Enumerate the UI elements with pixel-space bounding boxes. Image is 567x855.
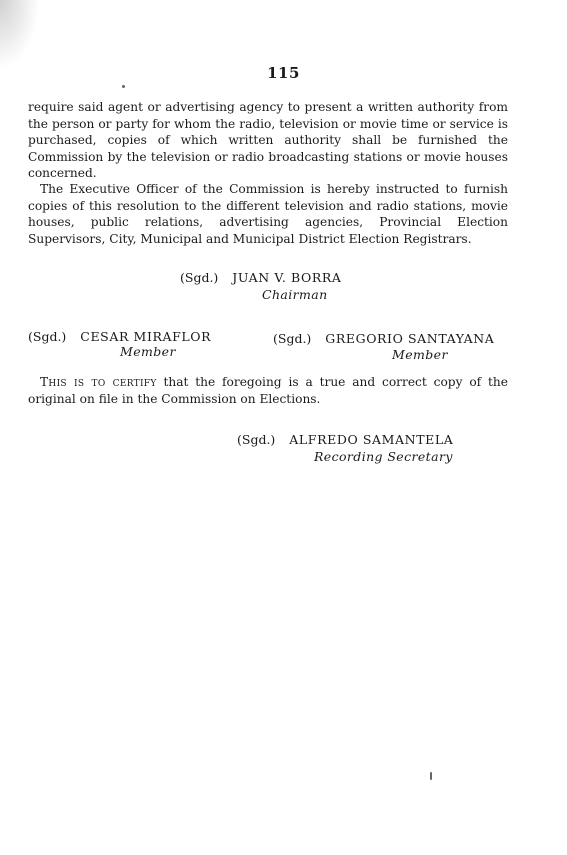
chairman-sgd: (Sgd.): [180, 270, 219, 285]
certification-paragraph: [28, 374, 508, 407]
member2-sgd: (Sgd.): [273, 331, 312, 346]
body-paragraph-1: require said agent or advertising agency to present a written authority from the person or party for whom the radio, television or movie time or service is purchased, copies of which written authority shall be furnished the Commission by the television or radio broadcasting stations or movie houses concerned.: [28, 100, 508, 180]
member1-sgd: (Sgd.): [28, 329, 67, 344]
member1-signature: [28, 329, 211, 345]
certify-rest: that the foregoing is a true and correct copy of the original on file in the Commission on Elections.: [28, 375, 508, 406]
member1-name: CESAR MIRAFLOR: [80, 329, 212, 344]
secretary-sgd: (Sgd.): [237, 432, 276, 447]
scan-speck: [122, 85, 125, 88]
member1-title: Member: [120, 344, 176, 359]
secretary-name: ALFREDO SAMANTELA: [289, 432, 454, 447]
member2-title: Member: [392, 347, 448, 362]
certify-lead: This is to certify: [40, 375, 157, 389]
member2-signature: [273, 331, 494, 347]
page-number: 115: [267, 64, 300, 82]
secretary-title: Recording Secretary: [314, 449, 453, 464]
chairman-name: JUAN V. BORRA: [232, 270, 342, 285]
member2-name: GREGORIO SANTAYANA: [325, 331, 495, 346]
chairman-title: Chairman: [262, 287, 328, 302]
secretary-signature: [237, 432, 453, 448]
scan-edge-shadow: [0, 0, 40, 70]
body-paragraph-2: The Executive Officer of the Commission is hereby instructed to furnish copies of this resolution to the different television and radio stations, movie houses, public relations, advertising agencies, Provincial Election Supervisors, City, Municipal and Municipal District Election Registrars.: [28, 182, 508, 246]
scan-speck: [430, 772, 432, 780]
chairman-signature: [180, 270, 342, 286]
